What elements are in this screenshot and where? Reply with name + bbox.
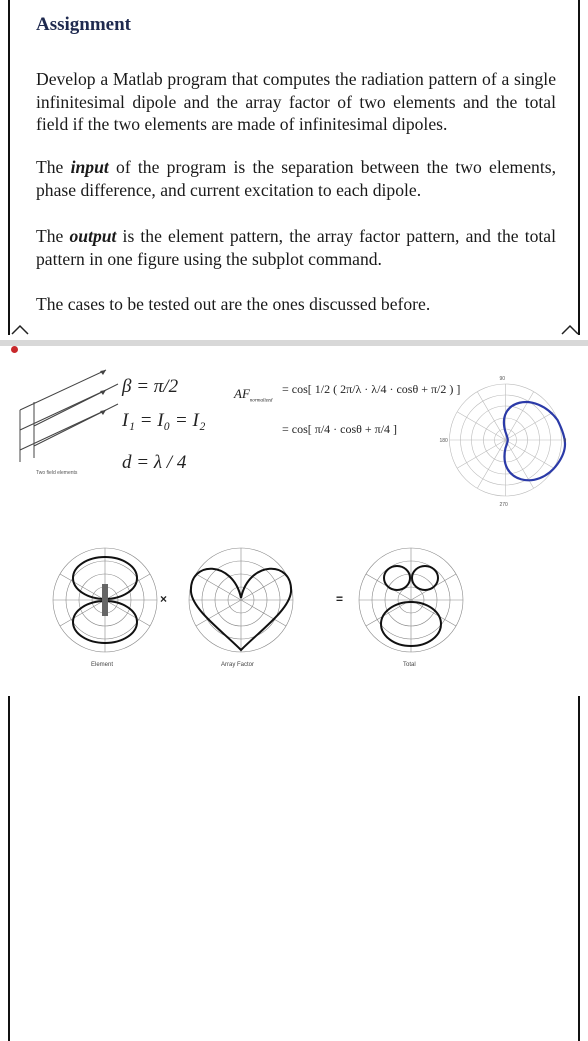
slide-marker-dot xyxy=(11,346,18,353)
array-caption: Two field elements xyxy=(36,470,78,476)
slide-right-border xyxy=(578,0,580,335)
svg-text:0: 0 xyxy=(563,438,567,444)
af-label: $AF_{normalized}$ xyxy=(234,386,273,404)
dipole-array-diagram xyxy=(14,362,124,477)
array-factor-polar-plot xyxy=(438,370,573,510)
assignment-title: Assignment xyxy=(36,14,132,35)
figure-left-border xyxy=(8,696,10,1041)
af-equation-line-2: = cos[ π/4 · cosθ + π/4 ] xyxy=(282,422,398,436)
total-caption: Total xyxy=(403,662,416,668)
assignment-paragraph-4: The cases to be tested out are the ones discussed before. xyxy=(36,294,431,314)
beta-equation: β = π/2 xyxy=(122,376,179,397)
element-caption: Element xyxy=(91,662,114,668)
figure-right-border xyxy=(578,696,580,1041)
corner-mark-left-icon xyxy=(10,322,30,336)
element-pattern-polar-plot xyxy=(40,530,170,670)
total-pattern-polar-plot xyxy=(346,530,476,670)
corner-mark-right-icon xyxy=(560,322,580,336)
svg-text:90: 90 xyxy=(499,376,506,382)
af-equation-line-1: = cos[ 1/2 ( 2π/λ · λ/4 · cosθ + π/2 ) ] xyxy=(282,382,461,396)
svg-text:270: 270 xyxy=(499,502,508,508)
assignment-paragraph-1: Develop a Matlab program that computes the radiation pattern of a single infinitesimal dipole and the array factor of two elements and the total field if the two elements are made of infinitesimal dipoles. xyxy=(36,69,556,134)
times-operator: × xyxy=(160,592,168,606)
assignment-paragraph-2: The input of the program is the separation between the two elements, phase difference, and current excitation to each dipole. xyxy=(36,157,556,200)
svg-text:180: 180 xyxy=(439,438,448,444)
output-emphasis: output xyxy=(69,226,117,246)
slide-left-border xyxy=(8,0,10,335)
assignment-slide xyxy=(0,0,588,342)
assignment-paragraph-3: The output is the element pattern, the array factor pattern, and the total pattern in one figure using the subplot command. xyxy=(36,226,556,269)
distance-equation: d = λ / 4 xyxy=(122,452,187,473)
array-factor-caption: Array Factor xyxy=(221,662,255,668)
equals-operator: = xyxy=(336,592,344,606)
current-equation: I₁ = I₀ = I₂ xyxy=(122,410,206,431)
array-factor-pattern-polar-plot xyxy=(176,530,306,670)
input-emphasis: input xyxy=(70,157,109,177)
